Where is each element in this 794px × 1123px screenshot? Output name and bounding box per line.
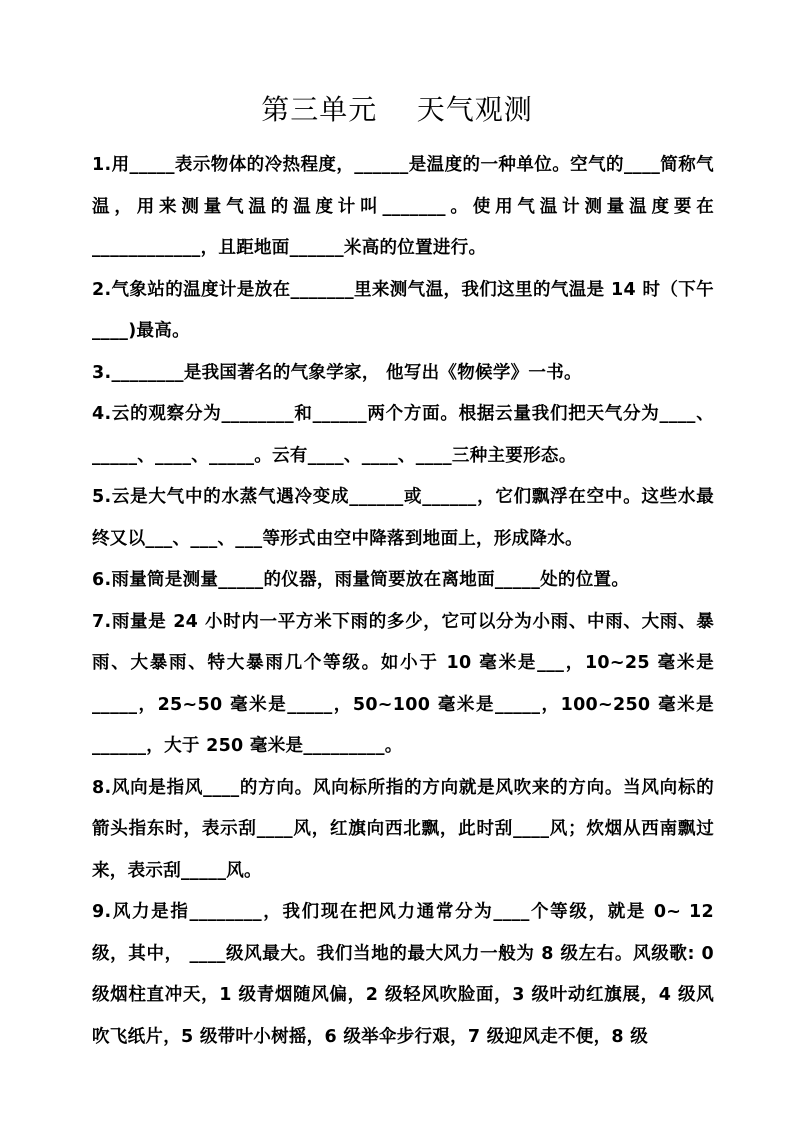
- question-text: ________是我国著名的气象学家， 他写出《物候学》一书。: [111, 362, 582, 383]
- question-number: 9.: [92, 902, 112, 922]
- question-text: 云的观察分为________和______两个方面。根据云量我们把天气分为____、_____、____、_____。云有____、____、____三种主要形态。: [92, 404, 714, 466]
- question-7: [92, 602, 714, 768]
- question-text: 用_____表示物体的冷热程度，______是温度的一种单位。空气的____简称气温，用来测量气温的温度计叫_______。使用气温计测量温度要在____________，且距地面______米高的位置进行。: [92, 155, 714, 258]
- question-number: 5.: [92, 487, 112, 507]
- question-number: 2.: [92, 279, 112, 300]
- question-9: [92, 892, 721, 1058]
- question-number: 6.: [92, 570, 112, 590]
- page-title: 第三单元 天气观测: [261, 93, 533, 126]
- question-2: [92, 270, 714, 353]
- question-6: [92, 560, 714, 602]
- question-text: 风力是指________，我们现在把风力通常分为____个等级，就是 0~ 12 级，其中， ____级风最大。我们当地的最大风力一般为 8 级左右。风级歌: 0 级烟柱直冲天，1 级青烟随风偏，2 级轻风吹脸面，3 级叶动红旗展，4 级风吹飞纸片，5 级带叶小树摇，6 级举伞步行艰，7 级迎风走不便，8 级: [92, 902, 721, 1047]
- question-text: 雨量是 24 小时内一平方米下雨的多少，它可以分为小雨、中雨、大雨、暴雨、大暴雨、特大暴雨几个等级。如小于 10 毫米是___，10~25 毫米是_____，25~50 毫米是_____，50~100 毫米是_____，100~250 毫米是______，大于 250 毫米是_________。: [92, 611, 714, 756]
- question-number: 8.: [92, 777, 112, 798]
- question-5: [92, 477, 714, 560]
- question-8: [92, 768, 714, 893]
- question-1: [92, 145, 714, 270]
- question-3: [92, 353, 714, 395]
- question-list: [92, 145, 721, 1058]
- question-text: 气象站的温度计是放在_______里来测气温，我们这里的气温是 14 时（下午____)最高。: [92, 279, 714, 341]
- question-4: [92, 394, 714, 477]
- question-text: 云是大气中的水蒸气遇冷变成______或______，它们飘浮在空中。这些水最终又以___、___、___等形式由空中降落到地面上，形成降水。: [92, 487, 714, 549]
- question-number: 4.: [92, 404, 112, 424]
- question-number: 1.: [92, 155, 112, 175]
- question-number: 7.: [92, 611, 112, 632]
- question-number: 3.: [92, 362, 112, 383]
- question-text: 雨量筒是测量_____的仪器，雨量筒要放在离地面_____处的位置。: [111, 570, 630, 590]
- question-text: 风向是指风____的方向。风向标所指的方向就是风吹来的方向。当风向标的箭头指东时，表示刮____风，红旗向西北飘，此时刮____风；炊烟从西南飘过来，表示刮_____风。: [92, 777, 714, 881]
